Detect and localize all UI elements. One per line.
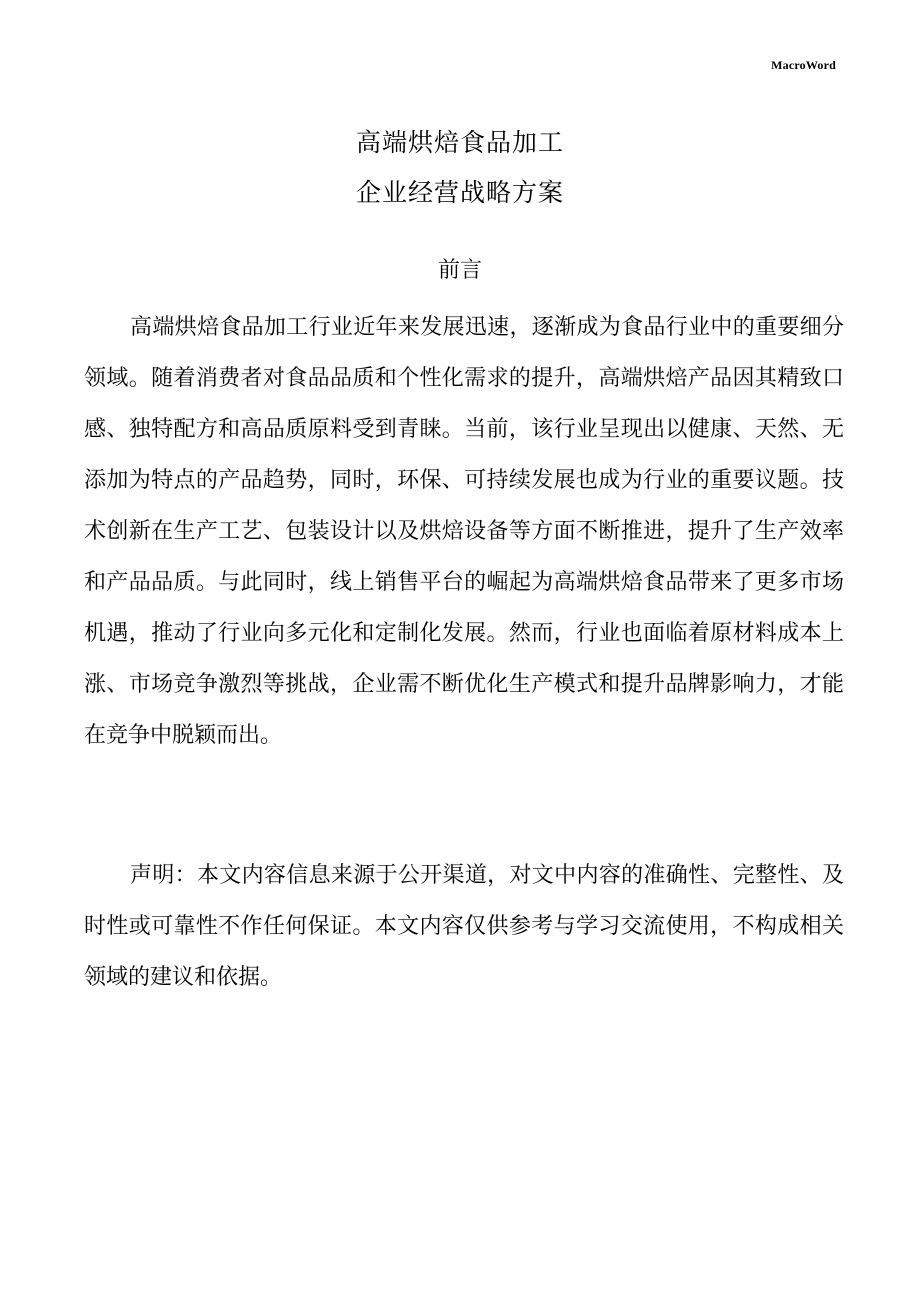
disclaimer-paragraph: 声明：本文内容信息来源于公开渠道，对文中内容的准确性、完整性、及时性或可靠性不作任何保证。本文内容仅供参考与学习交流使用，不构成相关领域的建议和依据。 — [84, 863, 844, 990]
title-line-1: 高端烘焙食品加工 — [355, 128, 564, 157]
preface-heading: 前言 — [437, 258, 482, 283]
preface-paragraph: 高端烘焙食品加工行业近年来发展迅速，逐渐成为食品行业中的重要细分领域。随着消费者对食品品质和个性化需求的提升，高端烘焙产品因其精致口感、独特配方和高品质原料受到青睐。当前，该行业呈现出以健康、天然、无添加为特点的产品趋势，同时，环保、可持续发展也成为行业的重要议题。技术创新在生产工艺、包装设计以及烘焙设备等方面不断推进，提升了生产效率和产品品质。与此同时，线上销售平台的崛起为高端烘焙食品带来了更多市场机遇，推动了行业向多元化和定制化发展。然而，行业也面临着原材料成本上涨、市场竞争激烈等挑战，企业需不断优化生产模式和提升品牌影响力，才能在竞争中脱颖而出。 — [84, 315, 844, 748]
title-line-2: 企业经营战略方案 — [355, 178, 564, 207]
header-brand: MacroWord — [771, 58, 836, 72]
document-title — [0, 118, 920, 218]
